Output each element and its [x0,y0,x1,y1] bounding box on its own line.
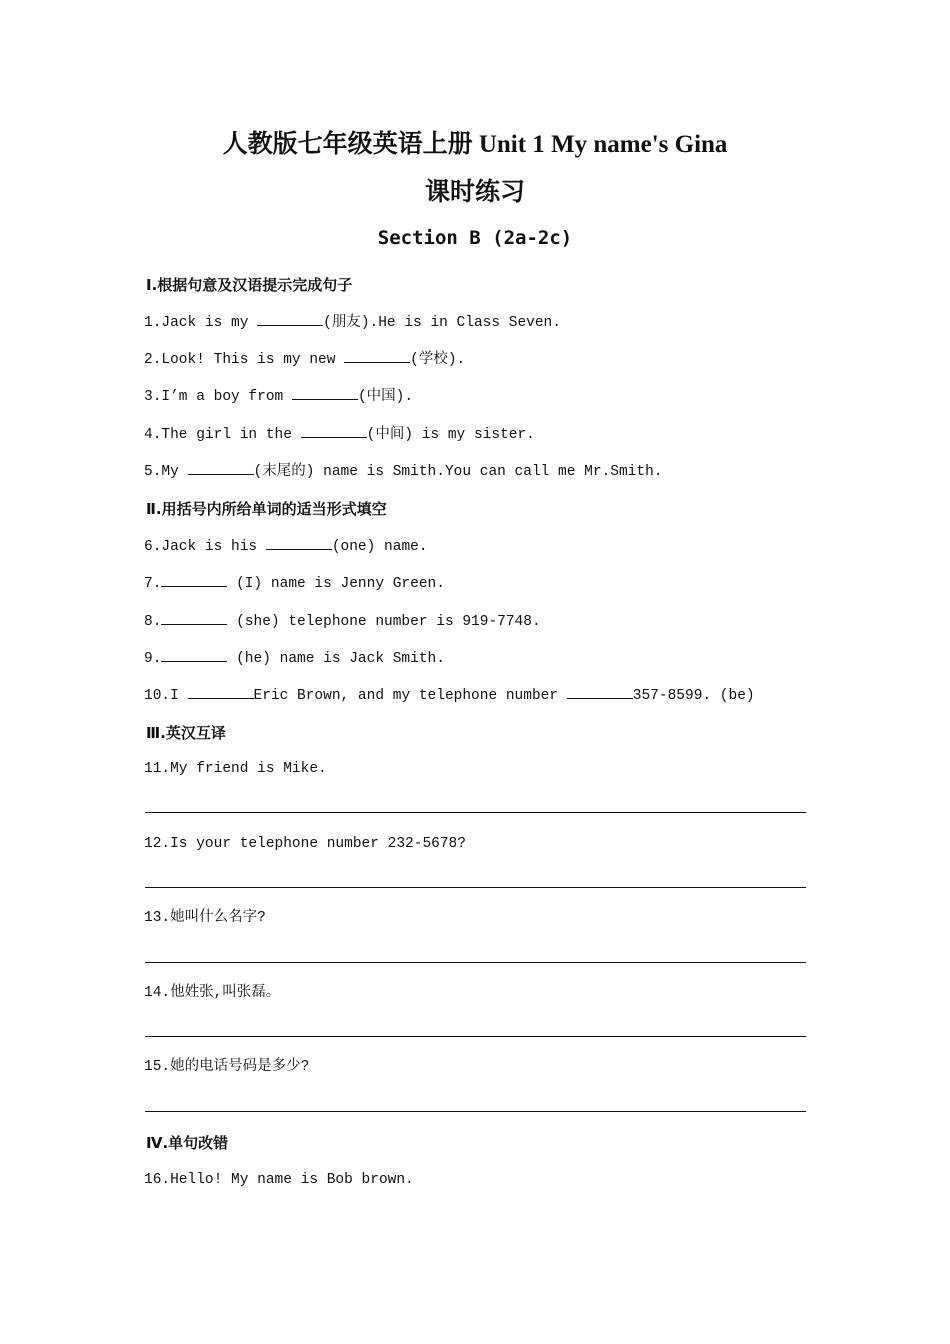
blank-7[interactable] [161,572,227,587]
blank-2[interactable] [344,348,410,363]
question-1 [144,311,561,333]
question-4-text-a: 4.The girl in the [144,427,301,443]
blank-10a[interactable] [188,684,254,699]
part1-heading: Ⅰ.根据句意及汉语提示完成句子 [146,276,353,294]
question-7-text-b: (I) name is Jenny Green. [227,576,445,592]
question-11: 11.My friend is Mike. [144,761,327,777]
question-6 [144,535,428,557]
question-3 [144,385,413,407]
question-10-text-c: 357-8599. (be) [632,688,755,704]
question-10 [144,684,755,706]
answer-line-15[interactable] [145,1111,806,1112]
question-6-text-b: (one) name. [331,539,428,555]
part4-heading: Ⅳ.单句改错 [146,1134,229,1152]
question-9-text-a: 9. [144,651,162,667]
blank-1[interactable] [257,311,323,326]
question-5-text-b: (末尾的) name is Smith.You can call me Mr.Smith. [253,464,663,480]
answer-line-13[interactable] [145,962,806,963]
blank-8[interactable] [161,610,227,625]
section-title: Section B (2a-2c) [377,227,573,249]
question-13: 13.她叫什么名字? [144,910,266,926]
question-8-text-a: 8. [144,614,162,630]
blank-5[interactable] [188,460,254,475]
answer-line-14[interactable] [145,1036,806,1037]
answer-line-11[interactable] [145,812,806,813]
question-2-text-a: 2.Look! This is my new [144,352,345,368]
part3-heading: Ⅲ.英汉互译 [146,724,226,742]
question-14: 14.他姓张,叫张磊。 [144,985,281,1001]
question-6-text-a: 6.Jack is his [144,539,266,555]
question-3-text-b: (中国). [357,389,414,405]
question-4 [144,423,535,445]
question-1-text-a: 1.Jack is my [144,315,258,331]
question-9-text-b: (he) name is Jack Smith. [227,651,445,667]
question-12: 12.Is your telephone number 232-5678? [144,836,466,852]
question-2 [144,348,465,370]
blank-4[interactable] [301,423,367,438]
question-9 [144,647,445,669]
blank-3[interactable] [292,385,358,400]
question-15: 15.她的电话号码是多少? [144,1059,310,1075]
question-1-text-b: (朋友).He is in Class Seven. [323,315,561,331]
question-2-text-b: (学校). [410,352,466,368]
blank-10b[interactable] [567,684,633,699]
worksheet-subtitle: 课时练习 [424,179,525,206]
question-7-text-a: 7. [144,576,162,592]
question-5 [144,460,662,482]
blank-9[interactable] [161,647,227,662]
question-5-text-a: 5.My [144,464,188,480]
question-3-text-a: 3.I’m a boy from [144,389,292,405]
question-8-text-b: (she) telephone number is 919-7748. [227,614,541,630]
question-4-text-b: (中间) is my sister. [366,427,535,443]
question-16: 16.Hello! My name is Bob brown. [144,1172,414,1188]
answer-line-12[interactable] [145,887,806,888]
question-10-text-a: 10.I [144,688,188,704]
part2-heading: Ⅱ.用括号内所给单词的适当形式填空 [146,500,387,518]
blank-6[interactable] [266,535,332,550]
question-8 [144,610,541,632]
worksheet-title: 人教版七年级英语上册 Unit 1 My name's Gina [222,131,728,158]
question-10-text-b: Eric Brown, and my telephone number [253,688,567,704]
question-7 [144,572,445,594]
